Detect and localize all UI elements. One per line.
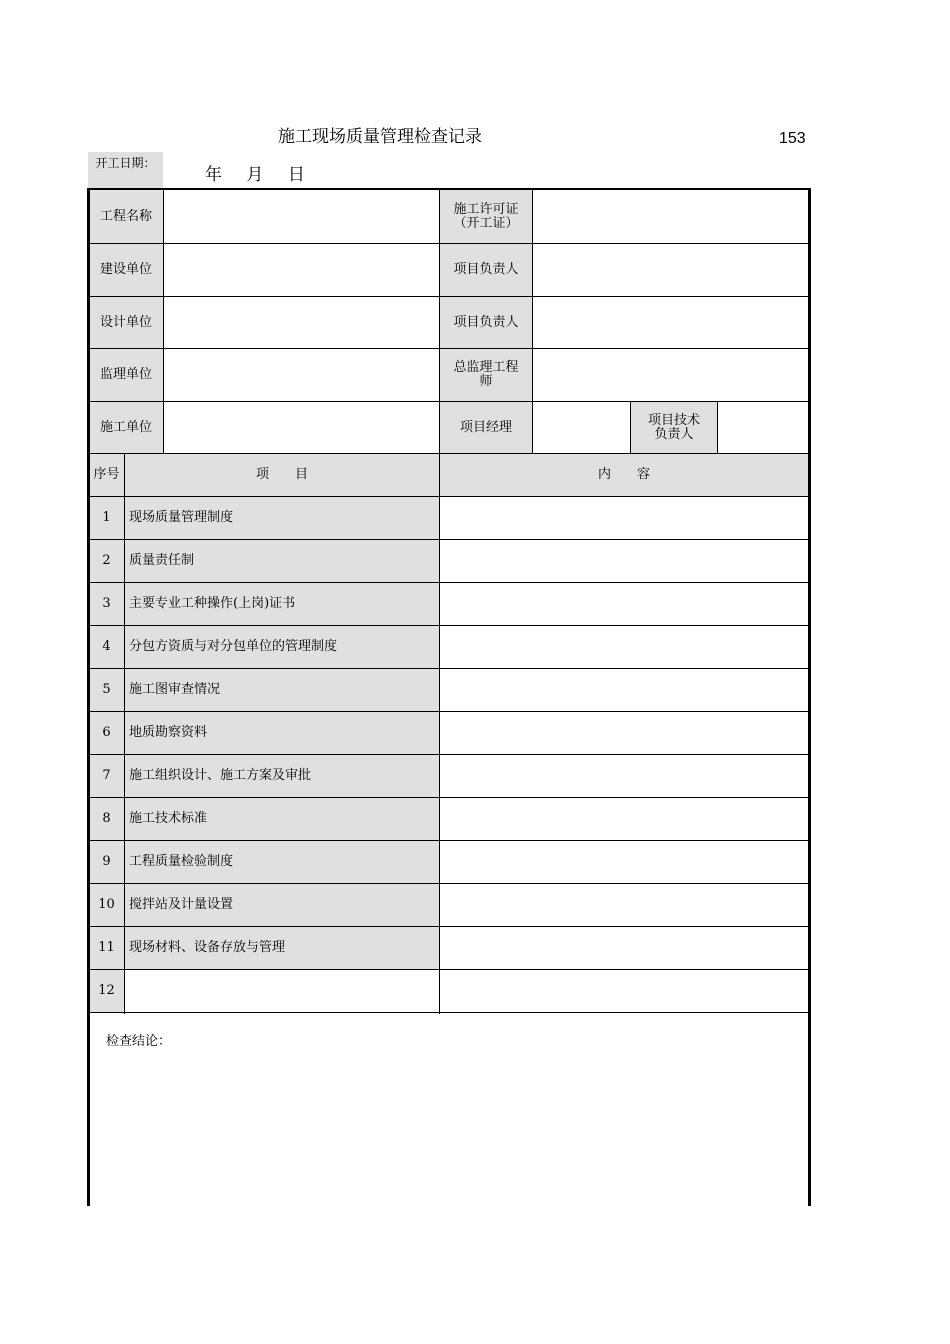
item-number: 3 bbox=[89, 583, 124, 625]
header-item: 项 目 bbox=[255, 467, 308, 482]
item-name: 搅拌站及计量设置 bbox=[125, 884, 439, 926]
item-number: 6 bbox=[89, 712, 124, 754]
project-name-value[interactable] bbox=[164, 190, 439, 243]
design-leader-label: 项目负责人 bbox=[440, 297, 532, 348]
contractor-unit-value[interactable] bbox=[164, 402, 439, 453]
item-number: 10 bbox=[89, 884, 124, 926]
item-name: 工程质量检验制度 bbox=[125, 841, 439, 883]
col-divider bbox=[630, 402, 631, 453]
row-divider bbox=[89, 840, 808, 841]
table-right-border bbox=[808, 188, 811, 1206]
construction-leader-label: 项目负责人 bbox=[440, 244, 532, 296]
chief-supervisor-label: 总监理工程师 bbox=[440, 349, 532, 401]
conclusion-area[interactable] bbox=[92, 1016, 808, 1206]
project-manager-label: 项目经理 bbox=[440, 402, 532, 453]
table-top-border bbox=[87, 188, 811, 190]
row-divider bbox=[89, 969, 808, 970]
item-content-cell[interactable] bbox=[440, 669, 808, 711]
supervision-unit-label: 监理单位 bbox=[89, 349, 163, 401]
row-divider bbox=[89, 453, 808, 454]
item-name bbox=[125, 970, 439, 1012]
design-unit-value[interactable] bbox=[164, 297, 439, 348]
supervision-unit-value[interactable] bbox=[164, 349, 439, 401]
item-content-cell[interactable] bbox=[440, 884, 808, 926]
page-number: 153 bbox=[779, 130, 806, 147]
row-divider bbox=[89, 711, 808, 712]
item-number: 11 bbox=[89, 927, 124, 969]
row-divider bbox=[89, 348, 808, 349]
month-label: 月 bbox=[246, 165, 265, 185]
item-content-cell[interactable] bbox=[440, 798, 808, 840]
col-divider bbox=[124, 454, 125, 1014]
construction-unit-label: 建设单位 bbox=[89, 244, 163, 296]
item-content-cell[interactable] bbox=[440, 540, 808, 582]
row-divider bbox=[89, 1012, 808, 1013]
row-divider bbox=[89, 296, 808, 297]
conclusion-label: 检查结论： bbox=[106, 1034, 172, 1049]
item-content-cell[interactable] bbox=[440, 497, 808, 539]
start-date-label: 开工日期： bbox=[88, 152, 163, 189]
item-name: 现场质量管理制度 bbox=[125, 497, 439, 539]
item-number: 8 bbox=[89, 798, 124, 840]
item-number: 12 bbox=[89, 970, 124, 1012]
table-left-border bbox=[87, 188, 90, 1206]
row-divider bbox=[89, 496, 808, 497]
row-divider bbox=[89, 754, 808, 755]
technical-leader-label: 项目技术负责人 bbox=[631, 402, 717, 453]
row-divider bbox=[89, 243, 808, 244]
item-number: 4 bbox=[89, 626, 124, 668]
item-number: 7 bbox=[89, 755, 124, 797]
item-name: 现场材料、设备存放与管理 bbox=[125, 927, 439, 969]
col-divider bbox=[439, 190, 440, 1014]
design-leader-value[interactable] bbox=[533, 297, 808, 348]
item-name: 施工图审查情况 bbox=[125, 669, 439, 711]
row-divider bbox=[89, 797, 808, 798]
year-label: 年 bbox=[205, 165, 223, 185]
item-name: 施工技术标准 bbox=[125, 798, 439, 840]
item-number: 9 bbox=[89, 841, 124, 883]
item-content-cell[interactable] bbox=[440, 755, 808, 797]
construction-unit-value[interactable] bbox=[164, 244, 439, 296]
col-divider bbox=[717, 402, 718, 453]
item-name: 施工组织设计、施工方案及审批 bbox=[125, 755, 439, 797]
page-title: 施工现场质量管理检查记录 bbox=[278, 127, 482, 147]
row-divider bbox=[89, 625, 808, 626]
item-content-cell[interactable] bbox=[440, 583, 808, 625]
project-name-label: 工程名称 bbox=[89, 190, 163, 243]
row-divider bbox=[89, 539, 808, 540]
col-divider bbox=[532, 190, 533, 453]
day-label: 日 bbox=[287, 165, 306, 185]
item-content-cell[interactable] bbox=[440, 841, 808, 883]
header-content: 内 容 bbox=[597, 467, 650, 482]
item-name: 地质勘察资料 bbox=[125, 712, 439, 754]
project-manager-value[interactable] bbox=[533, 402, 630, 453]
item-number: 1 bbox=[89, 497, 124, 539]
item-content-cell[interactable] bbox=[440, 712, 808, 754]
contractor-unit-label: 施工单位 bbox=[89, 402, 163, 453]
item-name: 分包方资质与对分包单位的管理制度 bbox=[125, 626, 439, 668]
item-content-cell[interactable] bbox=[440, 626, 808, 668]
header-seq: 序号 bbox=[93, 467, 120, 482]
construction-leader-value[interactable] bbox=[533, 244, 808, 296]
item-name: 质量责任制 bbox=[125, 540, 439, 582]
chief-supervisor-value[interactable] bbox=[533, 349, 808, 401]
start-date-field[interactable] bbox=[205, 160, 323, 185]
item-name: 主要专业工种操作(上岗)证书 bbox=[125, 583, 439, 625]
item-content-cell[interactable] bbox=[440, 927, 808, 969]
permit-value[interactable] bbox=[533, 190, 808, 243]
item-number: 5 bbox=[89, 669, 124, 711]
permit-label: 施工许可证（开工证） bbox=[440, 190, 532, 243]
technical-leader-value[interactable] bbox=[718, 402, 808, 453]
col-divider bbox=[163, 190, 164, 453]
row-divider bbox=[89, 926, 808, 927]
item-number: 2 bbox=[89, 540, 124, 582]
row-divider bbox=[89, 883, 808, 884]
row-divider bbox=[89, 582, 808, 583]
row-divider bbox=[89, 668, 808, 669]
item-content-cell[interactable] bbox=[440, 970, 808, 1012]
row-divider bbox=[89, 401, 808, 402]
design-unit-label: 设计单位 bbox=[89, 297, 163, 348]
